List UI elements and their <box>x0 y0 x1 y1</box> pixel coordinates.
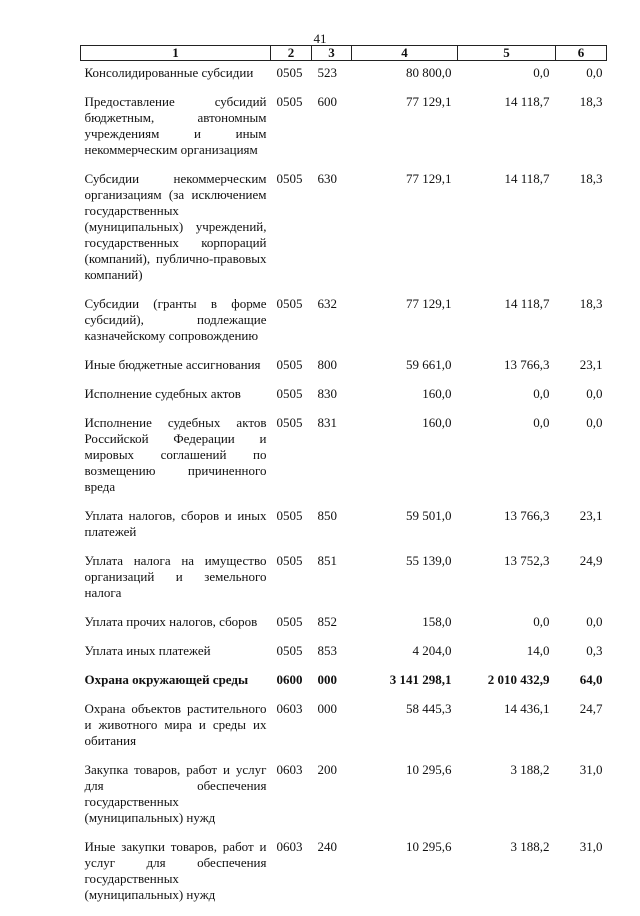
row-executed-amount: 0,0 <box>458 614 556 643</box>
row-expense-type: 000 <box>312 701 352 762</box>
row-executed-amount: 13 766,3 <box>458 357 556 386</box>
table-header <box>81 46 607 61</box>
row-planned-amount: 160,0 <box>352 415 458 508</box>
row-executed-amount: 3 188,2 <box>458 839 556 916</box>
header-col-3: 3 <box>312 46 352 61</box>
row-executed-amount: 0,0 <box>458 386 556 415</box>
row-execution-percent: 0,0 <box>556 61 607 95</box>
row-expense-type: 240 <box>312 839 352 916</box>
table-row <box>81 553 607 614</box>
row-execution-percent: 23,1 <box>556 357 607 386</box>
table-row <box>81 614 607 643</box>
row-expense-type: 853 <box>312 643 352 672</box>
row-section-code: 0505 <box>271 508 312 553</box>
row-planned-amount: 77 129,1 <box>352 94 458 171</box>
table-row <box>81 415 607 508</box>
row-section-code: 0505 <box>271 386 312 415</box>
row-section-code: 0505 <box>271 357 312 386</box>
row-execution-percent: 0,0 <box>556 614 607 643</box>
row-expense-type: 200 <box>312 762 352 839</box>
row-section-code: 0603 <box>271 762 312 839</box>
row-executed-amount: 14 118,7 <box>458 296 556 357</box>
row-execution-percent: 0,3 <box>556 643 607 672</box>
table-row <box>81 672 607 701</box>
row-executed-amount: 14 118,7 <box>458 94 556 171</box>
row-expense-type: 600 <box>312 94 352 171</box>
row-section-code: 0505 <box>271 614 312 643</box>
row-name: Иные закупки товаров, работ и услуг для обеспечения государственных (муниципальных) нужд <box>81 839 271 916</box>
row-name: Охрана окружающей среды <box>81 672 271 701</box>
table-row <box>81 643 607 672</box>
row-executed-amount: 2 010 432,9 <box>458 672 556 701</box>
row-name: Субсидии некоммерческим организациям (за исключением государственных (муниципальных) учреждений, государственных корпораций (компаний), публично-правовых компаний) <box>81 171 271 296</box>
header-col-6: 6 <box>556 46 607 61</box>
row-execution-percent: 31,0 <box>556 839 607 916</box>
row-name: Охрана объектов растительного и животного мира и среды их обитания <box>81 701 271 762</box>
row-executed-amount: 3 188,2 <box>458 762 556 839</box>
table-row <box>81 508 607 553</box>
row-section-code: 0505 <box>271 643 312 672</box>
table-row <box>81 357 607 386</box>
row-expense-type: 523 <box>312 61 352 95</box>
row-execution-percent: 18,3 <box>556 171 607 296</box>
table-row <box>81 296 607 357</box>
budget-table <box>80 45 607 916</box>
row-section-code: 0600 <box>271 672 312 701</box>
table-row <box>81 61 607 95</box>
row-execution-percent: 23,1 <box>556 508 607 553</box>
row-expense-type: 831 <box>312 415 352 508</box>
row-execution-percent: 24,9 <box>556 553 607 614</box>
row-planned-amount: 80 800,0 <box>352 61 458 95</box>
row-executed-amount: 14,0 <box>458 643 556 672</box>
row-executed-amount: 13 752,3 <box>458 553 556 614</box>
row-expense-type: 852 <box>312 614 352 643</box>
row-section-code: 0505 <box>271 553 312 614</box>
row-name: Исполнение судебных актов <box>81 386 271 415</box>
row-execution-percent: 64,0 <box>556 672 607 701</box>
row-planned-amount: 55 139,0 <box>352 553 458 614</box>
table-row <box>81 171 607 296</box>
row-expense-type: 830 <box>312 386 352 415</box>
row-planned-amount: 10 295,6 <box>352 839 458 916</box>
header-col-4: 4 <box>352 46 458 61</box>
row-name: Уплата прочих налогов, сборов <box>81 614 271 643</box>
row-expense-type: 850 <box>312 508 352 553</box>
row-planned-amount: 158,0 <box>352 614 458 643</box>
row-name: Субсидии (гранты в форме субсидий), подлежащие казначейскому сопровождению <box>81 296 271 357</box>
row-section-code: 0505 <box>271 171 312 296</box>
table-row <box>81 386 607 415</box>
row-executed-amount: 0,0 <box>458 415 556 508</box>
row-planned-amount: 77 129,1 <box>352 171 458 296</box>
row-execution-percent: 0,0 <box>556 386 607 415</box>
row-expense-type: 800 <box>312 357 352 386</box>
header-col-1: 1 <box>81 46 271 61</box>
row-planned-amount: 10 295,6 <box>352 762 458 839</box>
row-name: Уплата налога на имущество организаций и земельного налога <box>81 553 271 614</box>
header-row <box>81 46 607 61</box>
table-row <box>81 762 607 839</box>
row-section-code: 0505 <box>271 296 312 357</box>
row-expense-type: 630 <box>312 171 352 296</box>
row-planned-amount: 160,0 <box>352 386 458 415</box>
row-execution-percent: 0,0 <box>556 415 607 508</box>
table-row <box>81 839 607 916</box>
row-expense-type: 632 <box>312 296 352 357</box>
row-name: Уплата налогов, сборов и иных платежей <box>81 508 271 553</box>
header-col-2: 2 <box>271 46 312 61</box>
row-name: Уплата иных платежей <box>81 643 271 672</box>
row-executed-amount: 0,0 <box>458 61 556 95</box>
table-row <box>81 701 607 762</box>
row-executed-amount: 14 118,7 <box>458 171 556 296</box>
row-execution-percent: 18,3 <box>556 296 607 357</box>
row-name: Иные бюджетные ассигнования <box>81 357 271 386</box>
table-row <box>81 94 607 171</box>
row-name: Закупка товаров, работ и услуг для обеспечения государственных (муниципальных) нужд <box>81 762 271 839</box>
row-planned-amount: 59 661,0 <box>352 357 458 386</box>
row-planned-amount: 77 129,1 <box>352 296 458 357</box>
row-expense-type: 851 <box>312 553 352 614</box>
row-executed-amount: 14 436,1 <box>458 701 556 762</box>
row-section-code: 0505 <box>271 61 312 95</box>
row-name: Предоставление субсидий бюджетным, автономным учреждениям и иным некоммерческим организациям <box>81 94 271 171</box>
row-planned-amount: 3 141 298,1 <box>352 672 458 701</box>
row-section-code: 0603 <box>271 839 312 916</box>
table-body <box>81 61 607 916</box>
row-section-code: 0505 <box>271 415 312 508</box>
row-section-code: 0505 <box>271 94 312 171</box>
page-number: 41 <box>0 31 640 47</box>
row-expense-type: 000 <box>312 672 352 701</box>
row-section-code: 0603 <box>271 701 312 762</box>
row-executed-amount: 13 766,3 <box>458 508 556 553</box>
header-col-5: 5 <box>458 46 556 61</box>
row-planned-amount: 59 501,0 <box>352 508 458 553</box>
row-execution-percent: 18,3 <box>556 94 607 171</box>
row-execution-percent: 24,7 <box>556 701 607 762</box>
row-name: Исполнение судебных актов Российской Федерации и мировых соглашений по возмещению причиненного вреда <box>81 415 271 508</box>
row-planned-amount: 4 204,0 <box>352 643 458 672</box>
row-execution-percent: 31,0 <box>556 762 607 839</box>
row-name: Консолидированные субсидии <box>81 61 271 95</box>
row-planned-amount: 58 445,3 <box>352 701 458 762</box>
